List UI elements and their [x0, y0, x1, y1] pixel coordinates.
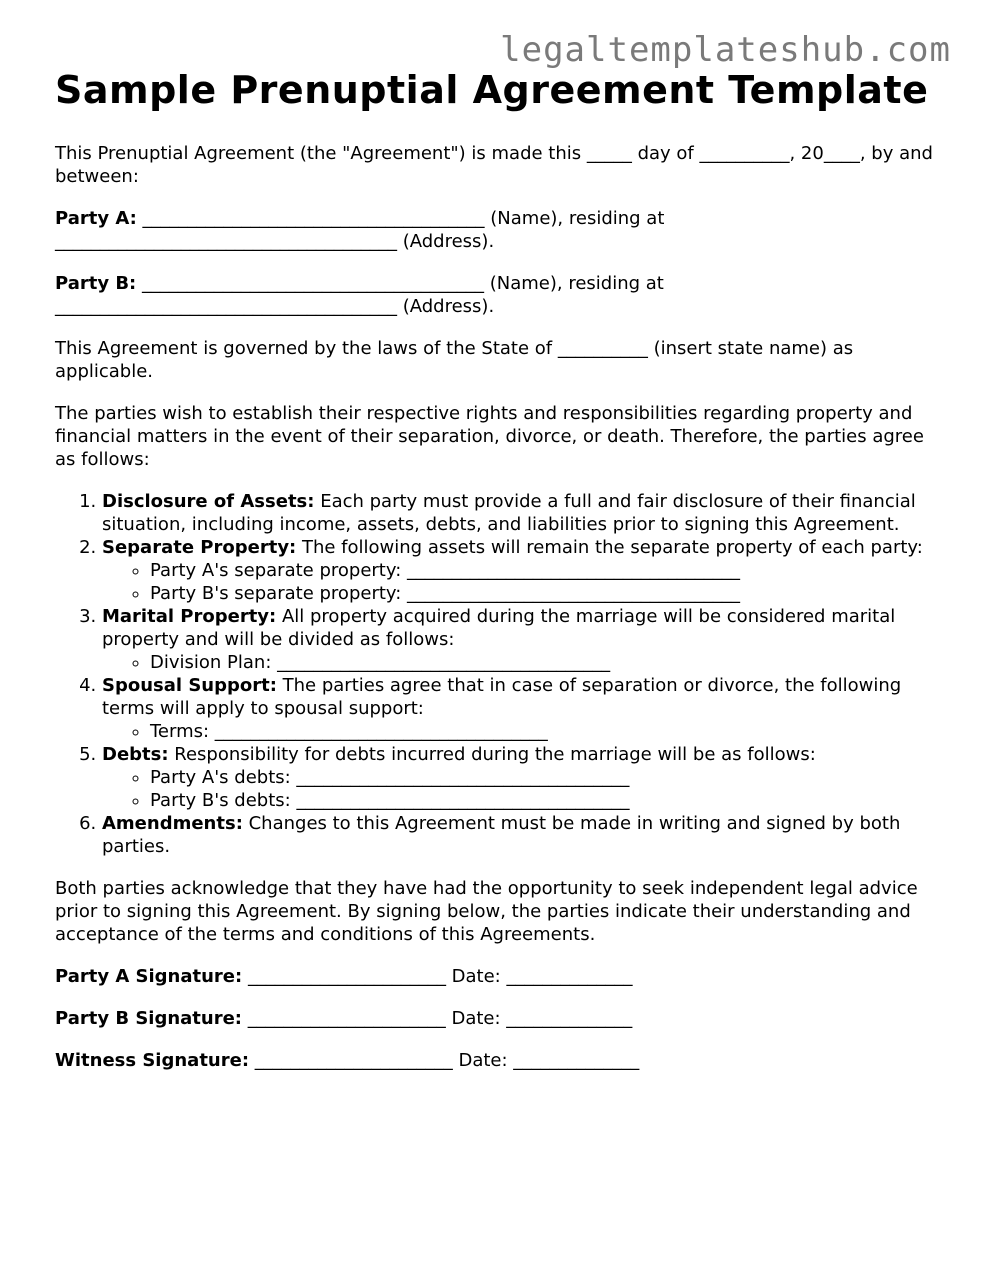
watermark: legaltemplateshub.com: [500, 30, 951, 70]
document-body: [55, 142, 935, 1091]
item-text: Changes to this Agreement must be made in writing and signed by both parties.: [102, 813, 901, 857]
signature-blank: ______________________ Date: ______________: [242, 1008, 633, 1029]
list-item-separate-property: [102, 536, 935, 605]
sub-item: ◦ Division Plan: _____________________________________: [150, 651, 935, 674]
list-item-debts: [102, 743, 935, 812]
item-heading: Debts:: [102, 744, 169, 765]
party-a-name-line: ______________________________________ (Name), residing at: [142, 208, 665, 229]
sub-list: [102, 720, 935, 743]
list-item-amendments: [102, 812, 935, 858]
party-b-address-line: ______________________________________ (Address).: [55, 296, 495, 317]
item-text: All property acquired during the marriage will be considered marital property and will be divided as follows:: [102, 606, 896, 650]
item-text: Responsibility for debts incurred during the marriage will be as follows:: [168, 744, 816, 765]
sub-list: [102, 651, 935, 674]
list-item-spousal-support: [102, 674, 935, 743]
sub-item: ◦ Party B's debts: _____________________________________: [150, 789, 935, 812]
sub-item: ◦ Party B's separate property: _____________________________________: [150, 582, 935, 605]
item-text: Each party must provide a full and fair disclosure of their financial situation, including income, assets, debts, and liabilities prior to signing this Agreement.: [102, 491, 916, 535]
party-b-name-line: ______________________________________ (Name), residing at: [142, 273, 664, 294]
item-text: The parties agree that in case of separation or divorce, the following terms will apply to spousal support:: [102, 675, 902, 719]
party-a-label: Party A:: [55, 208, 137, 229]
intro-paragraph: This Prenuptial Agreement (the "Agreement") is made this _____ day of __________, 20____, by and between:: [55, 143, 933, 187]
sub-item: ◦ Party A's separate property: _____________________________________: [150, 559, 935, 582]
item-heading: Marital Property:: [102, 606, 277, 627]
signature-label: Party B Signature:: [55, 1008, 243, 1029]
item-heading: Spousal Support:: [102, 675, 277, 696]
party-b-block: [55, 272, 935, 318]
acknowledgment-paragraph: Both parties acknowledge that they have had the opportunity to seek independent legal advice prior to signing this Agreement. By signing below, the parties indicate their understanding and acceptance of the terms and conditions of this Agreements.: [55, 878, 918, 945]
sub-list: [102, 559, 935, 605]
signature-blank: ______________________ Date: ______________: [242, 966, 633, 987]
signature-blank: ______________________ Date: ______________: [249, 1050, 640, 1071]
governing-law-paragraph: This Agreement is governed by the laws of the State of __________ (insert state name) as applicable.: [55, 338, 854, 382]
signature-label: Party A Signature:: [55, 966, 243, 987]
item-text: The following assets will remain the separate property of each party:: [296, 537, 923, 558]
list-item-marital-property: [102, 605, 935, 674]
signature-label: Witness Signature:: [55, 1050, 250, 1071]
party-b-signature-line: [55, 1007, 935, 1030]
party-b-label: Party B:: [55, 273, 137, 294]
list-item-disclosure: [102, 490, 935, 536]
party-a-block: [55, 207, 935, 253]
sub-item: ◦ Party A's debts: _____________________________________: [150, 766, 935, 789]
item-heading: Amendments:: [102, 813, 243, 834]
party-a-signature-line: [55, 965, 935, 988]
terms-list: [55, 490, 935, 858]
witness-signature-line: [55, 1049, 935, 1072]
item-heading: Separate Property:: [102, 537, 297, 558]
purpose-paragraph: The parties wish to establish their respective rights and responsibilities regarding property and financial matters in the event of their separation, divorce, or death. Therefore, the parties agree as follows:: [55, 403, 924, 470]
party-a-address-line: ______________________________________ (Address).: [55, 231, 495, 252]
sub-item: ◦ Terms: _____________________________________: [150, 720, 935, 743]
sub-list: [102, 766, 935, 812]
page-title: Sample Prenuptial Agreement Template: [55, 68, 929, 112]
item-heading: Disclosure of Assets:: [102, 491, 315, 512]
